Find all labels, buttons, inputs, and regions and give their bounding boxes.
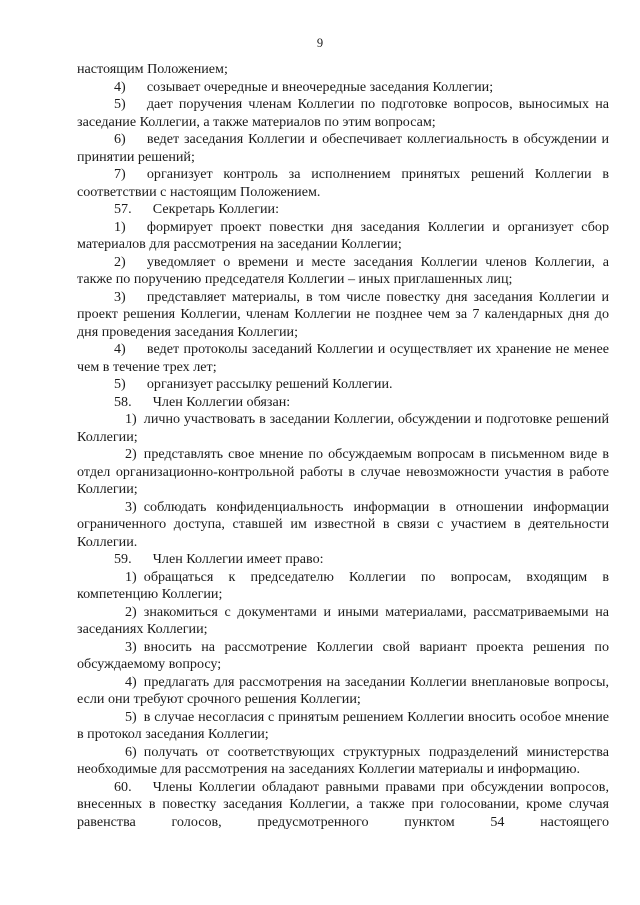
clause-57-item-2: 2) уведомляет о времени и месте заседания Коллегии членов Коллегии, а также по поручению председателя Коллегии – иных приглашенных лиц; [77,253,609,287]
list-item-6: 6) ведет заседания Коллегии и обеспечивает коллегиальность в обсуждении и принятии решений; [77,131,609,165]
page-number: 9 [316,36,324,50]
clause-57-item-4: 4) ведет протоколы заседаний Коллегии и осуществляет их хранение не менее чем в течение трех лет; [77,341,609,375]
clause-58-item-3: 3) соблюдать конфиденциальность информации в отношении информации ограниченного доступа, ставшей им известной в связи с участием в деятельности Коллегии. [77,498,609,550]
list-item-5: 5) дает поручения членам Коллегии по подготовке вопросов, выносимых на заседание Коллегии, а также материалов по этим вопросам; [77,96,609,130]
clause-57-item-3: 3) представляет материалы, в том числе повестку дня заседания Коллегии и проект решения Коллегии, членам Коллегии не позднее чем за 7 календарных дня до дня проведения заседания Коллегии; [77,288,609,340]
clause-59-item-6: 6) получать от соответствующих структурных подразделений министерства необходимые для рассмотрения на заседаниях Коллегии материалы и информацию. [77,743,609,777]
list-item-4: 4) созывает очередные и внеочередные заседания Коллегии; [114,78,494,95]
clause-59: 59. Член Коллегии имеет право: [114,551,324,567]
clause-58-item-1: 1) лично участвовать в заседании Коллегии, обсуждении и подготовке решений Коллегии; [77,411,609,445]
clause-58: 58. Член Коллегии обязан: [114,393,291,410]
clause-59-item-2: 2) знакомиться с документами и иными материалами, рассматриваемыми на заседаниях Коллегии; [77,603,609,637]
clause-57-item-5: 5) организует рассылку решений Коллегии. [114,376,393,392]
clause-60: 60. Члены Коллегии обладают равными правами при обсуждении вопросов, внесенных в повестку заседания Коллегии, а также при голосовании, кроме случая равенства голосов, предусмотренного пунктом 54 настоящего [77,778,609,830]
clause-59-item-4: 4) предлагать для рассмотрения на заседании Коллегии внеплановые вопросы, если они требуют срочного решения Коллегии; [77,673,609,707]
clause-57: 57. Секретарь Коллегии: [114,201,279,217]
clause-59-item-1: 1) обращаться к председателю Коллегии по вопросам, входящим в компетенцию Коллегии; [77,568,609,602]
list-item-7: 7) организует контроль за исполнением принятых решений Коллегии в соответствии с настоящим Положением. [77,166,609,200]
clause-58-item-2: 2) представлять свое мнение по обсуждаемым вопросам в письменном виде в отдел организационно-контрольной работы в случае невозможности участия в работе Коллегии; [77,446,609,497]
paragraph-continuation: настоящим Положением; [77,61,228,77]
clause-59-item-3: 3) вносить на рассмотрение Коллегии свой вариант проекта решения по обсуждаемому вопросу; [77,638,609,672]
clause-57-item-1: 1) формирует проект повестки дня заседания Коллегии и организует сбор материалов для рассмотрения на заседании Коллегии; [77,218,609,252]
document-body [77,61,609,831]
clause-59-item-5: 5) в случае несогласия с принятым решением Коллегии вносить особое мнение в протокол заседания Коллегии; [77,708,609,742]
